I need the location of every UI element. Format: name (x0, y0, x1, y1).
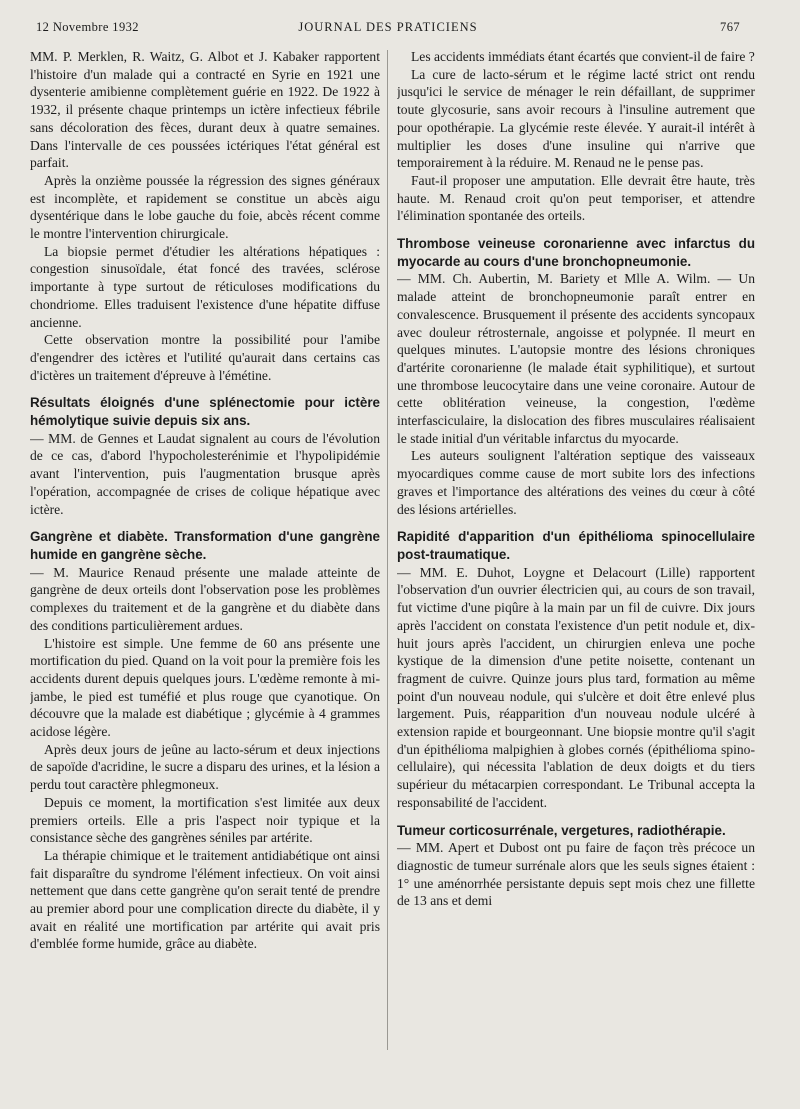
paragraph: Faut-il proposer une amputation. Elle devrait être haute, très haute. M. Renaud croit qu'on peut temporiser, et attendre l'élimination spontanée des orteils. (397, 172, 755, 224)
section-title: Résultats éloignés d'une splénectomie pour ictère hémolytique suivie depuis six ans. (30, 395, 380, 429)
header-page-number: 767 (720, 20, 740, 34)
section-body: — M. Maurice Renaud présente une malade atteinte de gangrène de deux orteils dont l'observation pose les problèmes complexes du traitement et de la gangrène et du diabète dans des conditions particulièrement ardues. (30, 564, 380, 633)
section-title: Tumeur corticosurrénale, vergetures, radiothérapie. (397, 822, 726, 838)
section-body: — MM. Ch. Aubertin, M. Bariety et Mlle A. Wilm. — Un malade atteint de bronchopneumonie paraît entrer en convalescence. Brusquement il présente des accidents syncopaux avec douleur rétrosternale, angoisse et polypnée. Il meurt en quelques minutes. L'autopsie montre des lésions chroniques d'artérite coronarienne (le malade était syphilitique), et surtout une thrombose leucocytaire dans une veine coronaire. Autour de cette oblitération veineuse, la congestion, l'œdème interfasciculaire, la dislocation des fibres musculaires réalisaient le stade initial d'un véritable infarctus du myocarde. (397, 271, 755, 446)
paragraph: La biopsie permet d'étudier les altérations hépatiques : congestion sinusoïdale, état foncé des travées, sclérose importante à type surtout de réticuloses modifications du chondriome. Elles traduisent l'existence d'une hépatite diffuse ancienne. (30, 243, 380, 330)
paragraph: L'histoire est simple. Une femme de 60 ans présente une mortification du pied. Quand on la voit pour la première fois les accidents durent depuis quelques jours. L'œdème remonte à mi-jambe, le pied est tuméfié et plus rouge que cyanotique. On découvre que la malade est diabétique ; glycémie à 4 grammes acidose légère. (30, 635, 380, 740)
section-title: Thrombose veineuse coronarienne avec infarctus du myocarde au cours d'une bronchopneumonie. (397, 236, 755, 269)
paragraph: Après deux jours de jeûne au lacto-sérum et deux injections de sapoïde d'acridine, le sucre a disparu des urines, et la lésion a perdu tout caractère phlegmoneux. (30, 741, 380, 793)
section-body: — MM. Apert et Dubost ont pu faire de façon très précoce un diagnostic de tumeur surrénale alors que les seuls signes étaient : 1° une aménorrhée persistante depuis sept mois chez une fillette de 13 ans et demi (397, 840, 755, 909)
column-divider (387, 50, 388, 1050)
section-title: Rapidité d'apparition d'un épithélioma spinocellulaire post-traumatique. (397, 529, 755, 562)
header-journal-title: JOURNAL DES PRATICIENS (298, 20, 478, 34)
header-date: 12 Novembre 1932 (36, 20, 139, 34)
paragraph: La thérapie chimique et le traitement antidiabétique ont ainsi fait disparaître du syndrome l'élément infectieux. On voit ainsi nettement que dans cette gangrène qu'on serait tenté de prendre au premier abord pour une complication directe du diabète, il y avait en réalité une mortification par artérite qui avait pris d'emblée forme humide, grâce au diabète. (30, 847, 380, 952)
left-column (30, 48, 380, 1088)
section-body: — MM. de Gennes et Laudat signalent au cours de l'évolution de ce cas, d'abord l'hypocholesterénimie et l'hypolipidémie avant l'intervention, puis l'augmentation brusque après l'opération, accompagnée de crises de colique hépatique avec ictère. (30, 430, 380, 517)
section-body: — MM. E. Duhot, Loygne et Delacourt (Lille) rapportent l'observation d'un ouvrier électricien qui, au cours de son travail, fut victime d'une piqûre à la main par un fil de cuivre. Dix jours après l'accident on constata l'existence d'un petit nodule et, dix-huit jours après l'accident, un chirurgien enleva une poche kystique de la dimension d'une petite noisette, contenant un fragment de cuivre. Quinze jours plus tard, formation au même point d'un nouveau nodule, qui s'ulcère et doit être enlevé plus largement. Puis, réapparition d'un nouveau nodule ulcéré à extension rapide et bourgeonnant. Une biopsie montre qu'il s'agit d'un épithélioma malpighien à globes cornés (épithélioma spino-cellulaire), qui nécessita l'ablation de deux doigts et du tiers supérieur du métacarpien correspondant. Le Tribunal accepta la responsabilité de l'accident. (397, 564, 755, 810)
right-column (397, 48, 755, 1088)
paragraph: La cure de lacto-sérum et le régime lacté strict ont rendu jusqu'ici le service de ménager le rein défaillant, de supprimer toute glycosurie, sans avoir recours à l'insuline autrement que pour opothérapie. La glycémie reste élevée. Y aurait-il intérêt à multiplier les doses d'une insuline qui n'arrive que temporairement à la réduire. M. Renaud ne le pense pas. (397, 66, 755, 171)
section-title: Gangrène et diabète. Transformation d'une gangrène humide en gangrène sèche. (30, 529, 380, 562)
paragraph: Après la onzième poussée la régression des signes généraux est incomplète, et rapidement se constitue un abcès aigu dysentérique dans le lobe gauche du foie, abcès récent comme le montre l'intervention chirurgicale. (30, 172, 380, 242)
running-header (36, 14, 740, 36)
paragraph: MM. P. Merklen, R. Waitz, G. Albot et J. Kabaker rapportent l'histoire d'un malade qui a contracté en Syrie en 1921 une dysenterie amibienne complètement guérie en 1922. De 1922 à 1932, il présente chaque printemps un ictère infectieux fébrile sans décoloration des fèces, durant deux à quatre semaines. Dans l'intervalle de ces poussées ictériques l'état général est parfait. (30, 49, 380, 171)
paragraph: Les accidents immédiats étant écartés que convient-il de faire ? (411, 49, 755, 64)
paragraph: Depuis ce moment, la mortification s'est limitée aux deux premiers orteils. Elle a pris l'aspect noir typique et la consistance sèche des gangrènes séniles par artérite. (30, 794, 380, 846)
paragraph: Cette observation montre la possibilité pour l'amibe d'engendrer des ictères et l'utilité qu'aurait dans certains cas d'ictères un traitement d'épreuve à l'émétine. (30, 332, 380, 383)
paragraph: Les auteurs soulignent l'altération septique des vaisseaux myocardiques comme cause de mort subite lors des infections graves et l'importance des altérations des veines du cœur à côté des lésions artérielles. (397, 448, 755, 517)
